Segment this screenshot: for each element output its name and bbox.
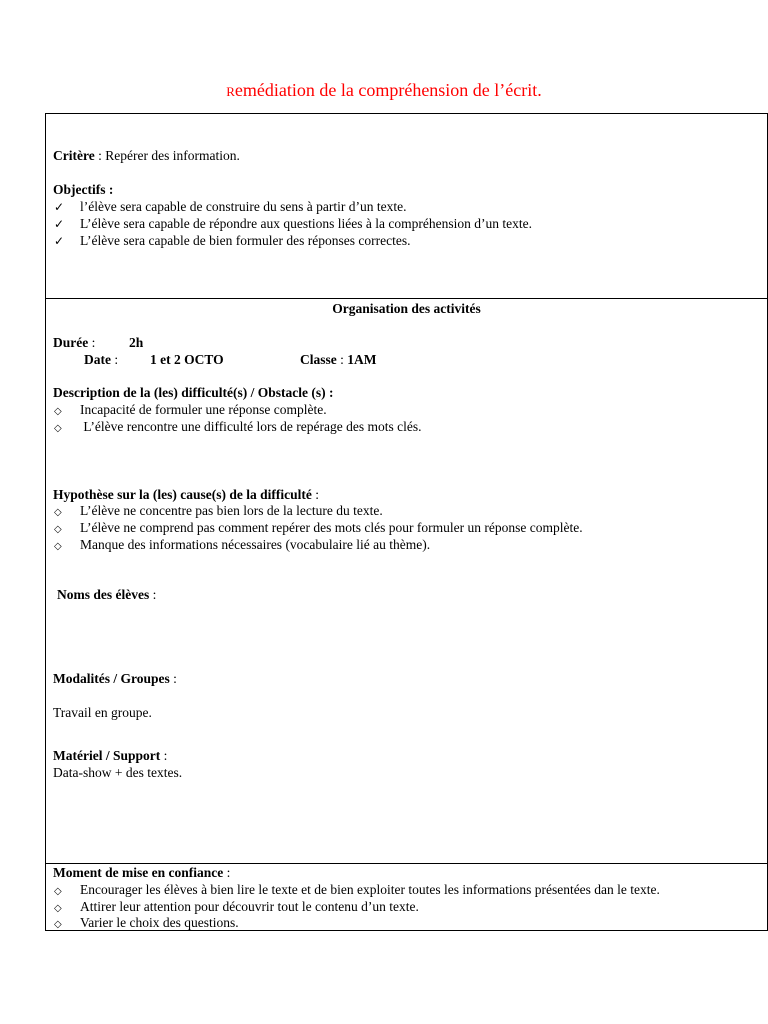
list-item xyxy=(53,198,406,216)
moment-sep: : xyxy=(223,865,231,880)
check-icon: ✓ xyxy=(54,217,65,231)
critere-sep: : xyxy=(94,148,106,163)
hypothese-text: Manque des informations nécessaires (vocabulaire lié au thème). xyxy=(80,537,431,552)
objectifs-heading xyxy=(53,181,113,198)
classe-label: Classe xyxy=(300,352,337,367)
moment-text: Attirer leur attention pour découvrir tout le contenu d’un texte. xyxy=(80,899,419,914)
diamond-icon: ◇ xyxy=(54,406,62,417)
modalites-label: Modalités / Groupes xyxy=(53,671,170,686)
hypothese-label: Hypothèse sur la (les) cause(s) de la difficulté xyxy=(53,487,312,502)
objectifs-label: Objectifs : xyxy=(53,182,114,197)
objectif-text: L’élève sera capable de bien formuler des réponses correctes. xyxy=(80,233,411,248)
organisation-heading xyxy=(46,300,767,317)
duree-line xyxy=(53,334,95,351)
date-value-text: 1 et 2 OCTO xyxy=(150,352,224,367)
description-heading xyxy=(53,384,333,401)
critere-value: Repérer des information. xyxy=(105,148,240,163)
moment-label: Moment de mise en confiance xyxy=(53,865,224,880)
hypothese-text: L’élève ne concentre pas bien lors de la lecture du texte. xyxy=(80,503,383,518)
noms-sep: : xyxy=(149,587,157,602)
description-sep: : xyxy=(325,385,334,400)
list-item xyxy=(53,536,430,555)
page-title xyxy=(0,79,768,103)
diamond-icon: ◇ xyxy=(54,507,62,518)
classe-value: 1AM xyxy=(347,352,377,367)
modalites-value: Travail en groupe. xyxy=(53,705,152,720)
diamond-icon: ◇ xyxy=(54,524,62,535)
duree-label: Durée xyxy=(53,335,89,350)
list-item xyxy=(53,914,239,933)
title-initial: R xyxy=(226,84,235,99)
duree-value xyxy=(129,334,143,351)
list-item xyxy=(53,215,532,233)
diamond-icon: ◇ xyxy=(54,903,62,914)
critere-line xyxy=(53,147,240,164)
hypothese-heading xyxy=(53,486,319,503)
description-label: Description de la (les) difficulté(s) / Obstacle (s) xyxy=(53,385,326,400)
date-label: Date xyxy=(84,352,111,367)
organisation-cell xyxy=(46,299,767,864)
materiel-label: Matériel / Support xyxy=(53,748,161,763)
confiance-cell xyxy=(46,864,767,930)
document-frame xyxy=(45,113,768,931)
moment-text: Varier le choix des questions. xyxy=(80,915,239,930)
objectif-text: L’élève sera capable de répondre aux questions liées à la compréhension d’un texte. xyxy=(80,216,532,231)
modalites-heading xyxy=(53,670,177,687)
title-text: emédiation de la compréhension de l’écrit. xyxy=(234,80,542,100)
moment-text: Encourager les élèves à bien lire le texte et de bien exploiter toutes les informations présentées dan le texte. xyxy=(80,882,660,897)
description-text: L’élève rencontre une difficulté lors de repérage des mots clés. xyxy=(80,419,422,434)
moment-heading xyxy=(53,864,230,881)
duree-sep: : xyxy=(88,335,96,350)
diamond-icon: ◇ xyxy=(54,919,62,930)
criteria-cell xyxy=(46,114,767,299)
date-line xyxy=(84,351,118,368)
objectif-text: l’élève sera capable de construire du sens à partir d’un texte. xyxy=(80,199,407,214)
list-item xyxy=(53,418,422,437)
noms-label: Noms des élèves xyxy=(57,587,150,602)
hypothese-text: L’élève ne comprend pas comment repérer des mots clés pour formuler un réponse complète. xyxy=(80,520,583,535)
critere-label: Critère xyxy=(53,148,95,163)
duree-value-text: 2h xyxy=(129,335,144,350)
materiel-value: Data-show + des textes. xyxy=(53,765,183,780)
check-icon: ✓ xyxy=(54,200,65,214)
materiel-heading xyxy=(53,747,167,764)
classe-line xyxy=(300,351,377,368)
date-value xyxy=(150,351,224,368)
hypothese-sep: : xyxy=(311,487,319,502)
classe-sep: : xyxy=(336,352,348,367)
diamond-icon: ◇ xyxy=(54,423,62,434)
materiel-sep: : xyxy=(160,748,168,763)
noms-heading xyxy=(57,586,156,603)
diamond-icon: ◇ xyxy=(54,541,62,552)
check-icon: ✓ xyxy=(54,234,65,248)
description-text: Incapacité de formuler une réponse complète. xyxy=(80,402,327,417)
modalites-sep: : xyxy=(169,671,177,686)
organisation-heading-text: Organisation des activités xyxy=(332,301,481,316)
list-item xyxy=(53,232,410,250)
diamond-icon: ◇ xyxy=(54,886,62,897)
date-sep: : xyxy=(111,352,119,367)
